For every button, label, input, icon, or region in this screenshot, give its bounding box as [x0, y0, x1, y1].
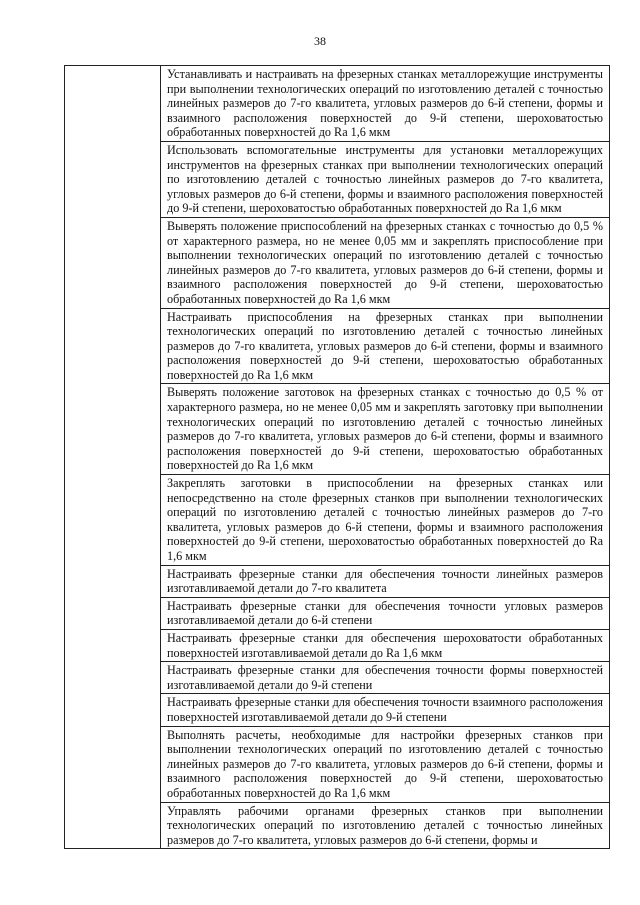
skills-table: [64, 65, 610, 849]
skill-cell: [161, 308, 610, 384]
skill-cell: [161, 565, 610, 597]
skill-cell: [161, 802, 610, 849]
page-bottom-margin: [0, 872, 640, 905]
skill-text: Использовать вспомогательные инструменты для установки металлорежущих инструментов на фрезерных станках при выполнении технологических операций по изготовлению деталей с точностью линейных размеров до 7-го квалитета, угловых размеров до 6-й степени, формы и взаимного расположения поверхностей до 9-й степени, шероховатостью обработанных поверхностей до Ra 1,6 мкм: [167, 142, 603, 216]
skill-text: Выверять положение приспособлений на фрезерных станках с точностью до 0,5 % от характерного размера, но не менее 0,05 мм и закреплять приспособление при выполнении технологических операций по изготовлению деталей с точностью линейных размеров до 7-го квалитета, угловых размеров до 6-й степени, формы и взаимного расположения поверхностей до 9-й степени, шероховатостью обработанных поверхностей до Ra 1,6 мкм: [167, 218, 603, 306]
skill-cell: [161, 384, 610, 475]
table-row: [65, 66, 610, 142]
skill-cell: [161, 66, 610, 142]
skill-text: Настраивать фрезерные станки для обеспечения точности взаимного расположения поверхностей изготавливаемой детали до 9-й степени: [167, 695, 603, 724]
skill-text: Настраивать фрезерные станки для обеспечения шероховатости обработанных поверхностей изготавливаемой детали до Ra 1,6 мкм: [167, 630, 603, 660]
skill-text: Выполнять расчеты, необходимые для настройки фрезерных станков при выполнении технологических операций по изготовлению деталей с точностью линейных размеров до 7-го квалитета, угловых размеров до 6-й степени, формы и взаимного расположения поверхностей до 9-й степени, шероховатостью обработанных поверхностей до Ra 1,6 мкм: [167, 727, 603, 800]
skill-cell: [161, 141, 610, 217]
skill-cell: [161, 217, 610, 308]
table-body: [65, 66, 610, 849]
skill-cell: [161, 726, 610, 802]
skill-cell: [161, 475, 610, 566]
skill-cell: [161, 694, 610, 726]
skill-text: Закреплять заготовки в приспособлении на фрезерных станках или непосредственно на столе фрезерных станков при выполнении технологических операций по изготовлению деталей с точностью линейных размеров до 7-го квалитета, угловых размеров до 6-й степени, формы и взаимного расположения поверхностей до 9-й степени, шероховатостью обработанных поверхностей до Ra 1,6 мкм: [167, 476, 603, 563]
skill-cell: [161, 629, 610, 661]
skill-text: Выверять положение заготовок на фрезерных станках с точностью до 0,5 % от характерного размера, но не менее 0,05 мм и закреплять заготовку при выполнении технологических операций по изготовлению деталей с точностью линейных размеров до 7-го квалитета, угловых размеров до 6-й степени, формы и взаимного расположения поверхностей до 9-й степени, шероховатостью обработанных поверхностей до Ra 1,6 мкм: [167, 385, 603, 473]
skill-text: Настраивать фрезерные станки для обеспечения точности линейных размеров изготавливаемой детали до 7-го квалитета: [167, 566, 603, 596]
skill-cell: [161, 597, 610, 629]
skill-text: Настраивать фрезерные станки для обеспечения точности угловых размеров изготавливаемой детали до 6-й степени: [167, 598, 603, 628]
labor-function-cell: [65, 66, 161, 849]
skill-cell: [161, 662, 610, 694]
page-number: 38: [314, 34, 326, 48]
skill-text: Управлять рабочими органами фрезерных станков при выполнении технологических операций по изготовлению деталей с точностью линейных размеров до 7-го квалитета, угловых размеров до 6-й степени, формы и: [167, 803, 603, 847]
skill-text: Настраивать фрезерные станки для обеспечения точности формы поверхностей изготавливаемой детали до 9-й степени: [167, 663, 603, 692]
skill-text: Настраивать приспособления на фрезерных станках при выполнении технологических операций по изготовлению деталей с точностью линейных размеров до 7-го квалитета, угловых размеров до 6-й степени, формы и взаимного расположения поверхностей до 9-й степени, шероховатостью обработанных поверхностей до Ra 1,6 мкм: [167, 309, 603, 382]
skill-text: Устанавливать и настраивать на фрезерных станках металлорежущие инструменты при выполнении технологических операций по изготовлению деталей с точностью линейных размеров до 7-го квалитета, угловых размеров до 6-й степени, формы и взаимного расположения поверхностей до 9-й степени, шероховатостью обработанных поверхностей до Ra 1,6 мкм: [167, 67, 603, 140]
